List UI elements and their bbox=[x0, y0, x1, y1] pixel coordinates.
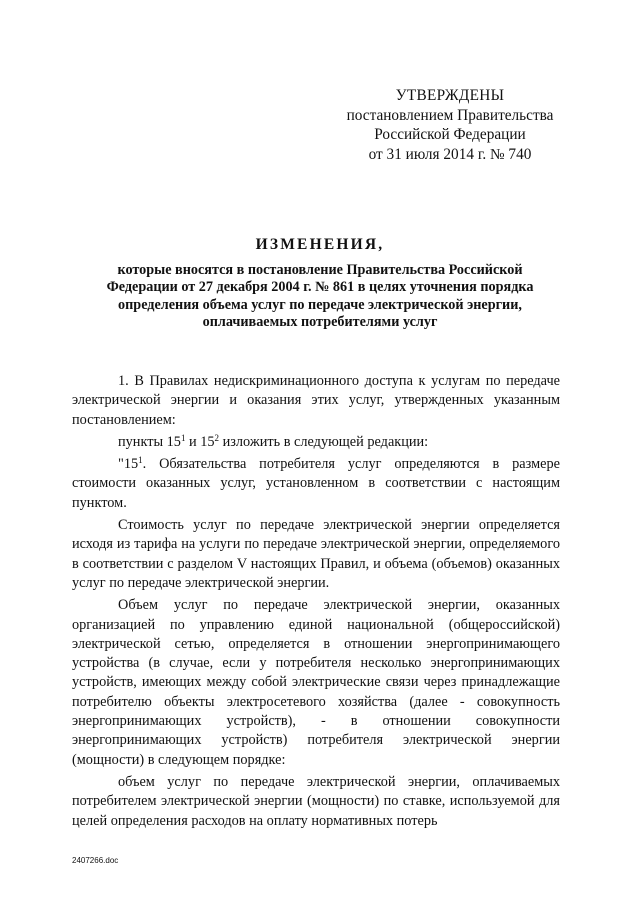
paragraph-4: Стоимость услуг по передаче электрической энергии определяется исходя из тарифа на услуги по передаче электрической энергии, определяемого в соответствии с разделом V настоящих Правил, и объема (объемов) оказанных услуг по передаче электрической энергии. bbox=[72, 517, 560, 591]
paragraph-2 bbox=[72, 433, 560, 452]
p2-text-mid: и 15 bbox=[185, 433, 215, 450]
p2-text-post: изложить в следующей редакции: bbox=[219, 433, 429, 450]
p2-text-pre: пункты 15 bbox=[118, 433, 181, 450]
p2-sup-1: 1 bbox=[180, 432, 186, 443]
p3-text-post: . Обязательства потребителя услуг определяются в размере стоимости оказанных услуг, установленном в соответствии с настоящим пунктом. bbox=[72, 456, 560, 511]
document-title: ИЗМЕНЕНИЯ, bbox=[255, 236, 385, 253]
paragraph-1: 1. В Правилах недискриминационного доступа к услугам по передаче электрической энергии и оказания этих услуг, утвержденных указанным постановлением: bbox=[72, 373, 560, 428]
paragraph-5: Объем услуг по передаче электрической энергии, оказанных организацией по управлению единой национальной (общероссийской) электрической сетью, определяется в отношении энергопринимающего устройства (в случае, если у потребителя несколько энергопринимающих устройств, имеющих между собой электрические связи через принадлежащие потребителю объекты электросетевого хозяйства (далее - совокупность энергопринимающих устройств), - в отношении совокупности энергопринимающих устройств) потребителя электрической энергии (мощности) в следующем порядке: bbox=[72, 597, 560, 768]
approval-heading: УТВЕРЖДЕНЫ bbox=[395, 87, 505, 104]
p3-text-pre: "15 bbox=[118, 456, 139, 473]
p2-sup-2: 2 bbox=[214, 432, 220, 443]
document-subtitle: которые вносятся в постановление Правительства Российской Федерации от 27 декабря 2004 г. № 861 в целях уточнения порядка определения объема услуг по передаче электрической энергии, оплачиваемых потребителями услуг bbox=[106, 262, 534, 331]
document-body bbox=[72, 372, 560, 834]
approval-line-2: Российской Федерации bbox=[374, 126, 526, 143]
footer-filename: 2407266.doc bbox=[72, 856, 119, 865]
p3-sup: 1 bbox=[138, 455, 143, 466]
approval-line-3: от 31 июля 2014 г. № 740 bbox=[368, 145, 532, 163]
paragraph-6: объем услуг по передаче электрической энергии, оплачиваемых потребителем электрической энергии (мощности) по ставке, используемой для целей определения расходов на оплату нормативных потерь bbox=[72, 773, 560, 829]
paragraph-3 bbox=[72, 455, 560, 513]
approval-block bbox=[340, 86, 560, 164]
approval-line-1: постановлением Правительства bbox=[346, 106, 554, 124]
